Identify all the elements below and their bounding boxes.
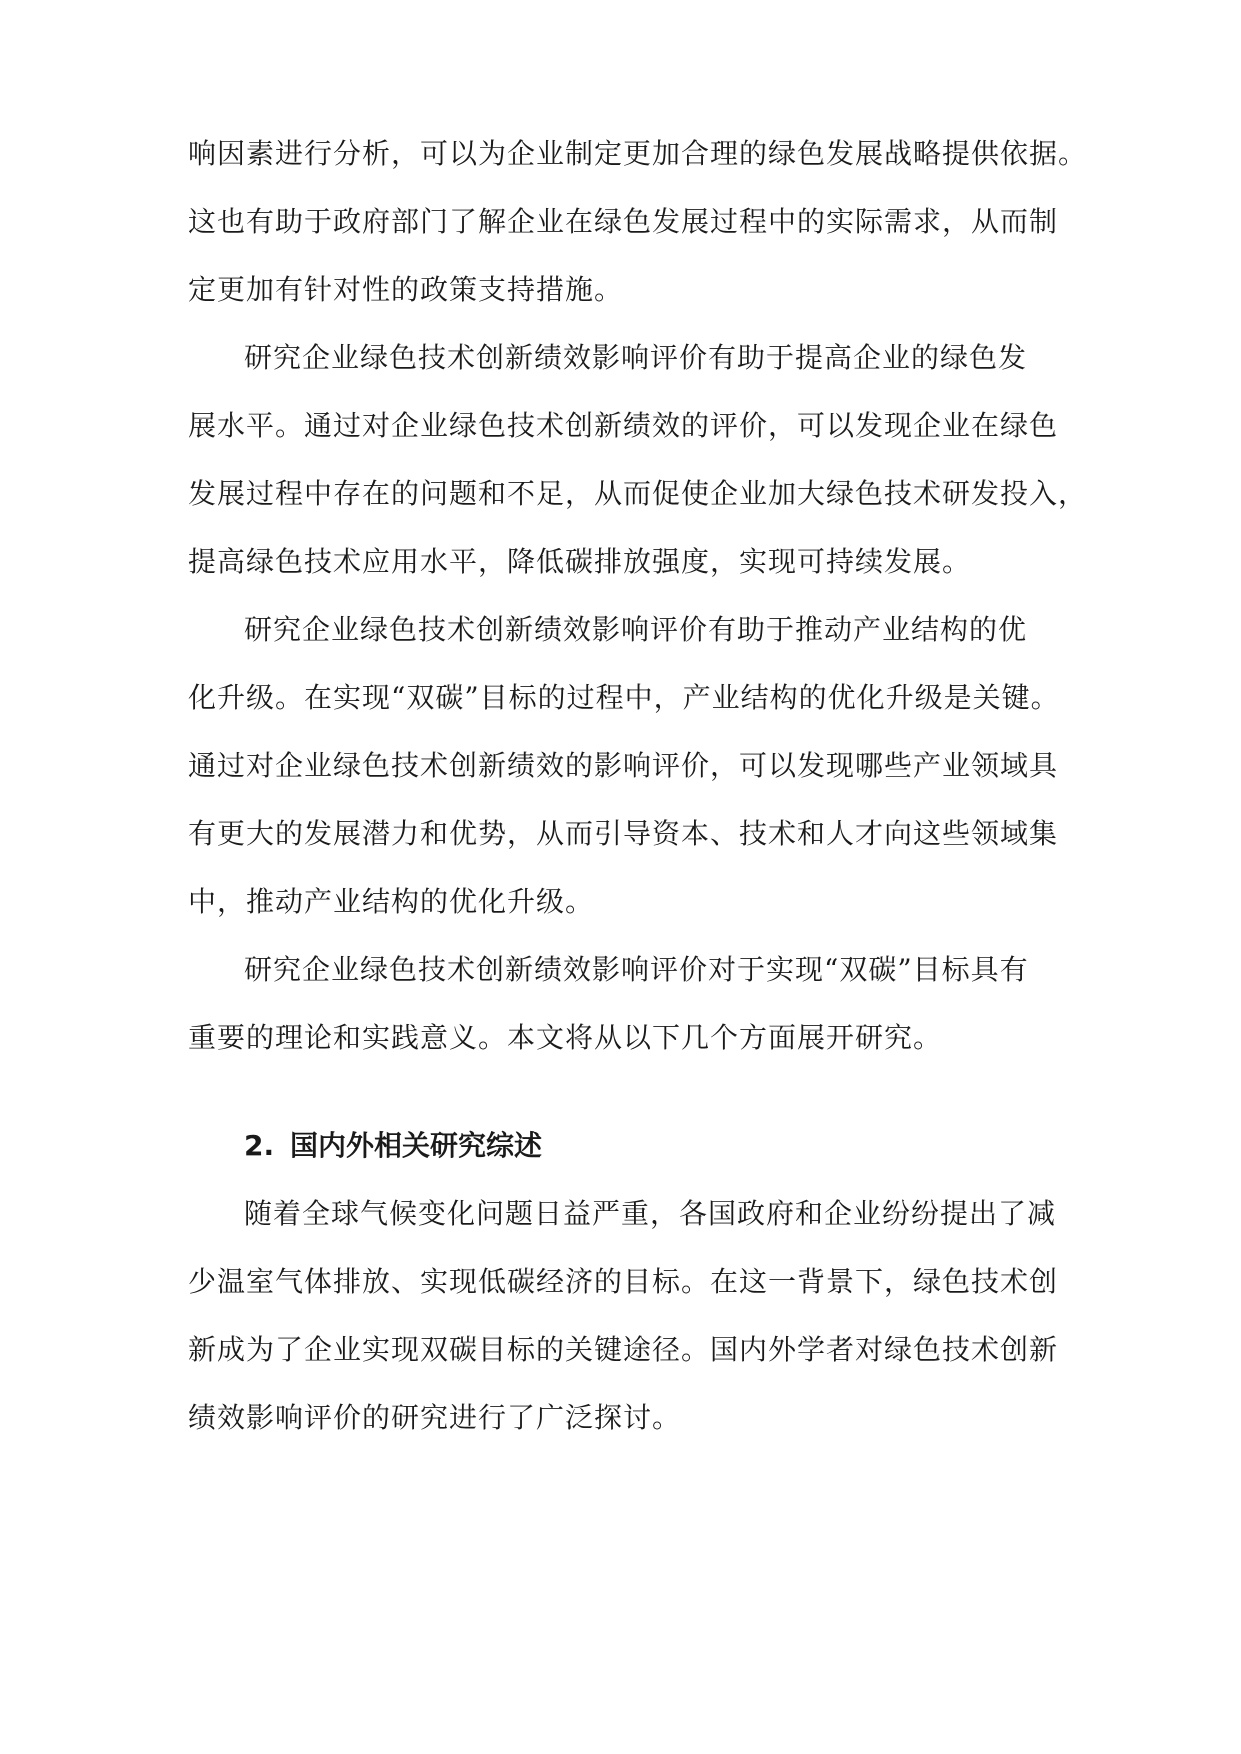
paragraph-line: 研究企业绿色技术创新绩效影响评价对于实现“双碳”目标具有: [244, 953, 1029, 986]
paragraph-line: 展水平。通过对企业绿色技术创新绩效的评价，可以发现企业在绿色: [188, 409, 1059, 442]
section-title: 国内外相关研究综述: [290, 1129, 543, 1162]
paragraph-line: 研究企业绿色技术创新绩效影响评价有助于提高企业的绿色发: [244, 341, 1028, 374]
paragraph-line: 这也有助于政府部门了解企业在绿色发展过程中的实际需求，从而制: [188, 205, 1059, 238]
paragraph-line: 定更加有针对性的政策支持措施。: [188, 273, 624, 306]
section-number: 2.: [244, 1129, 275, 1162]
paragraph-line: 提高绿色技术应用水平，降低碳排放强度，实现可持续发展。: [188, 545, 972, 578]
paragraph-line: 绩效影响评价的研究进行了广泛探讨。: [188, 1401, 682, 1434]
paragraph-4: [188, 936, 1088, 1072]
paragraph-line: 响因素进行分析，可以为企业制定更加合理的绿色发展战略提供依据。: [188, 137, 1088, 170]
paragraph-2: [188, 324, 1088, 596]
paragraph-line: 少温室气体排放、实现低碳经济的目标。在这一背景下，绿色技术创: [188, 1265, 1059, 1298]
paragraph-3: [188, 596, 1088, 936]
paragraph-line: 有更大的发展潜力和优势，从而引导资本、技术和人才向这些领域集: [188, 817, 1059, 850]
paragraph-line: 化升级。在实现“双碳”目标的过程中，产业结构的优化升级是关键。: [188, 681, 1060, 714]
paragraph-line: 发展过程中存在的问题和不足，从而促使企业加大绿色技术研发投入，: [188, 477, 1088, 510]
paragraph-line: 通过对企业绿色技术创新绩效的影响评价，可以发现哪些产业领域具: [188, 749, 1059, 782]
paragraph-1: [188, 120, 1088, 324]
section-paragraph: [188, 1180, 1088, 1452]
paragraph-line: 研究企业绿色技术创新绩效影响评价有助于推动产业结构的优: [244, 613, 1028, 646]
paragraph-line: 重要的理论和实践意义。本文将从以下几个方面展开研究。: [188, 1021, 943, 1054]
paragraph-line: 随着全球气候变化问题日益严重，各国政府和企业纷纷提出了减: [244, 1197, 1057, 1230]
paragraph-line: 新成为了企业实现双碳目标的关键途径。国内外学者对绿色技术创新: [188, 1333, 1059, 1366]
section-heading: [244, 1112, 1044, 1180]
paragraph-line: 中，推动产业结构的优化升级。: [188, 885, 595, 918]
